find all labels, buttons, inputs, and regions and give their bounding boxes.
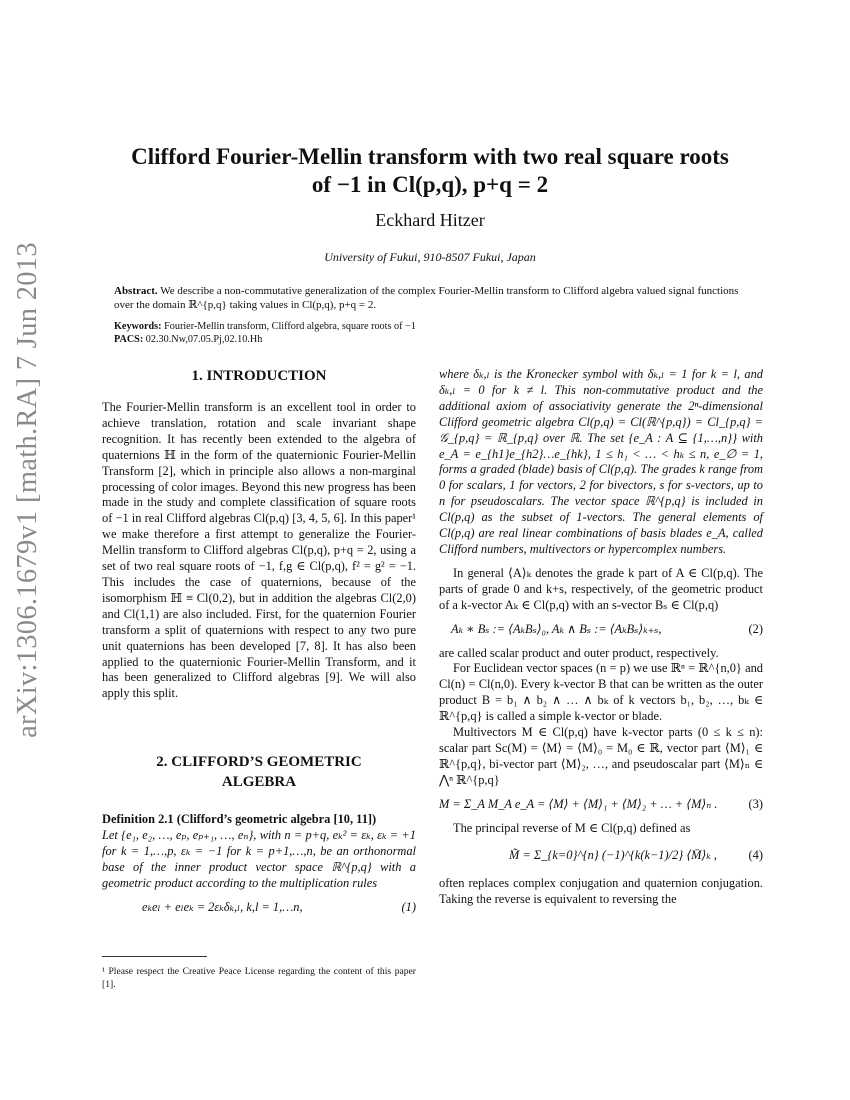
equation-3-body: M = Σ_A M_A e_A = ⟨M⟩ + ⟨M⟩₁ + ⟨M⟩₂ + … + ⟨M⟩ₙ .	[439, 796, 718, 811]
equation-3-number: (3)	[748, 796, 763, 811]
arxiv-identifier-stamp	[8, 242, 48, 738]
products-paragraph: are called scalar product and outer product, respectively.	[439, 645, 719, 660]
keywords-text: Fourier-Mellin transform, Clifford algebra, square roots of −1	[164, 321, 416, 332]
keywords-label: Keywords:	[114, 321, 162, 332]
definition-title: Definition 2.1 (Clifford’s geometric algebra [10, 11])	[102, 812, 377, 826]
footnote-1: ¹ Please respect the Creative Peace License regarding the content of this paper [1].	[102, 966, 416, 990]
multivectors-paragraph: Multivectors M ∈ Cl(p,q) have k-vector parts (0 ≤ k ≤ n): scalar part Sc(M) = ⟨M⟩ = ⟨M⟩₀ = M₀ ∈ ℝ, vector part ⟨M⟩₁ ∈ ℝ^{p,q}, bi-vector part ⟨M⟩₂, …, and pseudoscalar part ⟨M⟩ₙ ∈ ⋀ⁿ ℝ^{p,q}	[439, 725, 763, 787]
title-line-1: Clifford Fourier-Mellin transform with two real square roots	[131, 144, 729, 169]
abstract-text: We describe a non-commutative generalization of the complex Fourier-Mellin transform to Clifford algebra valued signal functions over the domain ℝ^{p,q} taking values in Cl(p,q), p+q = 2.	[114, 285, 739, 311]
equation-4-number: (4)	[748, 848, 763, 863]
sec2-heading-line-2: ALGEBRA	[221, 774, 297, 790]
equation-2	[439, 622, 763, 638]
author: Eckhard Hitzer	[375, 210, 485, 230]
left-column	[102, 400, 416, 702]
footnote-divider	[102, 956, 207, 957]
equation-1-body: eₖeₗ + eₗeₖ = 2εₖδₖ,ₗ, k,l = 1,…n,	[142, 899, 303, 914]
affiliation: University of Fukui, 910-8507 Fukui, Japan	[324, 250, 536, 264]
right-column	[439, 367, 763, 908]
section-heading-introduction: 1. INTRODUCTION	[191, 368, 327, 384]
title-line-2: of −1 in Cl(p,q), p+q = 2	[311, 172, 549, 197]
equation-3	[439, 797, 763, 813]
equation-4	[439, 848, 763, 864]
equation-2-number: (2)	[748, 621, 763, 636]
grade-part-paragraph: In general ⟨A⟩ₖ denotes the grade k part of A ∈ Cl(p,q). The parts of grade 0 and k+s, respectively, of the geometric product of a k-vector Aₖ ∈ Cl(p,q) with an s-vector Bₛ ∈ Cl(p,q)	[439, 565, 763, 612]
section-heading-cliffords-geometric-algebra	[102, 752, 416, 792]
equation-1	[102, 900, 416, 916]
equation-1-number: (1)	[401, 899, 416, 914]
equation-2-body: Aₖ ∗ Bₛ := ⟨AₖBₛ⟩₀, Aₖ ∧ Bₛ := ⟨AₖBₛ⟩ₖ₊ₛ,	[451, 621, 662, 636]
reverse-paragraph: often replaces complex conjugation and quaternion conjugation. Taking the reverse is equivalent to reversing the	[439, 876, 763, 907]
abstract-label: Abstract.	[114, 285, 158, 297]
kronecker-paragraph: where δₖ,ₗ is the Kronecker symbol with δₖ,ₗ = 1 for k = l, and δₖ,ₗ = 0 for k ≠ l. This non-commutative product and the additional axiom of associativity generate the 2ⁿ-dimensional Clifford geometric algebra Cl(p,q) = Cl(ℝ^{p,q}) = Cl_{p,q} = 𝒢_{p,q} = ℝ_{p,q} over ℝ. The set {e_A : A ⊆ {1,…,n}} with e_A = e_{h1}e_{h2}…e_{hk}, 1 ≤ h₁ < … < hₖ ≤ n, e_∅ = 1, forms a graded (blade) basis of Cl(p,q). The grades k range from 0 for scalars, 1 for vectors, 2 for bivectors, s for s-vectors, up to n for pseudoscalars. The vector space ℝ^{p,q} is included in Cl(p,q) as the subset of 1-vectors. The general elements of Cl(p,q) are real linear combinations of basis blades e_A, called Clifford numbers, multivectors or hypercomplex numbers.	[439, 367, 763, 556]
principal-reverse-paragraph: The principal reverse of M ∈ Cl(p,q) defined as	[453, 820, 691, 835]
euclidean-paragraph: For Euclidean vector spaces (n = p) we use ℝⁿ = ℝ^{n,0} and Cl(n) = Cl(n,0). Every k-vector B that can be written as the outer product B = b₁ ∧ b₂ ∧ … ∧ bₖ of k vectors b₁, b₂, …, bₖ ∈ ℝ^{p,q} is called a simple k-vector or blade.	[439, 661, 763, 724]
pacs	[114, 333, 262, 346]
pacs-label: PACS:	[114, 334, 144, 345]
equation-4-body: M̃ = Σ_{k=0}^{n} (−1)^{k(k−1)/2} ⟨M̄⟩ₖ ,	[509, 848, 718, 863]
paper-title	[100, 143, 760, 199]
keywords	[114, 320, 416, 333]
sec2-heading-line-1: 2. CLIFFORD’S GEOMETRIC	[156, 754, 362, 770]
arxiv-stamp-text: arXiv:1306.1679v1 [math.RA] 7 Jun 2013	[12, 242, 43, 738]
pacs-text: 02.30.Nw,07.05.Pj,02.10.Hh	[145, 334, 263, 345]
intro-paragraph: The Fourier-Mellin transform is an excellent tool in order to achieve translation, rotation and scale invariant shape recognition. It has recently been extended to the algebra of quaternions ℍ in the form of the quaternionic Fourier-Mellin Transform [2], which in principle also allows a non-marginal processing of color images. Beyond this new progress has been made in the study and complete classification of square roots of −1 in real Clifford algebras Cl(p,q) [3, 4, 5, 6]. In this paper¹ we make therefore a first attempt to generalize the Fourier-Mellin transform to Clifford algebras Cl(p,q), p+q = 2, using a set of two real square roots of −1, f,g ∈ Cl(p,q), f² = g² = −1. This includes the case of quaternions, because of the isomorphism ℍ ≡ Cl(0,2), but in addition the algebras Cl(2,0) and Cl(1,1) are also included. First, for the quaternion Fourier transform a split of quaternions with respect to any two pure unit quaternions has been developed [7, 8]. It has also been applied to the quaternionic Fourier-Mellin Transform, and it has been generalized to Clifford algebras [9]. We will also apply this split.	[102, 400, 416, 701]
definition-block	[102, 812, 416, 923]
definition-text: Let {e₁, e₂, …, eₚ, eₚ₊₁, …, eₙ}, with n = p+q, eₖ² = εₖ, εₖ = +1 for k = 1,…,p, εₖ = −1 for k = p+1,…,n, be an orthonormal base of the inner product vector space ℝ^{p,q} with a geometric product according to the multiplication rules	[102, 827, 416, 890]
abstract	[114, 284, 754, 312]
